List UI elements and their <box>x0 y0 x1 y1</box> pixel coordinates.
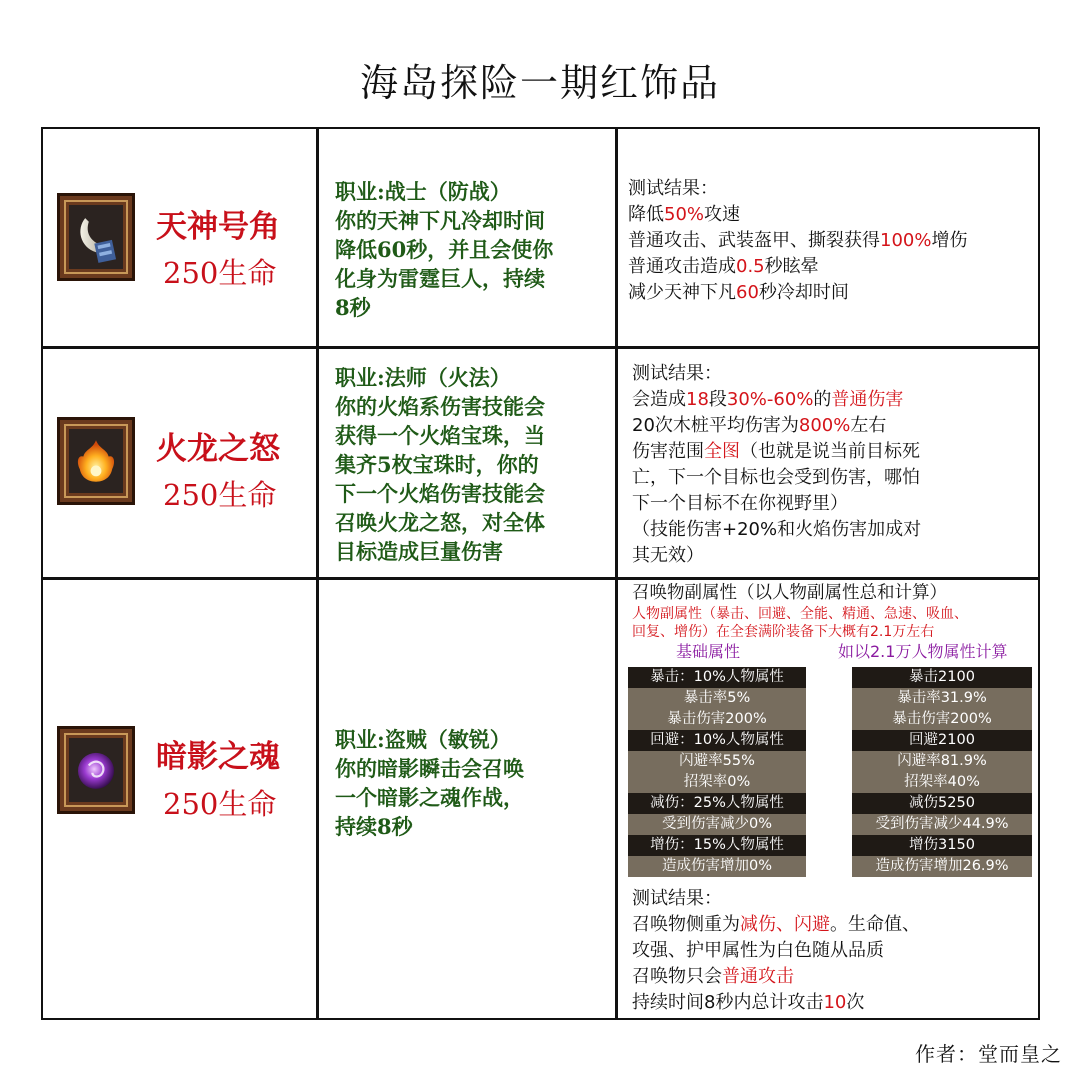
item-desc-cell-2 <box>319 349 615 577</box>
highlight-text: 30%-60% <box>726 389 814 410</box>
summon-title: 召唤物副属性（以人物副属性总和计算） <box>632 583 947 603</box>
result-text: 增伤 <box>931 230 968 251</box>
item-description: 职业:战士（防战） 你的天神下凡冷却时间 降低60秒，并且会使你 化身为雷霆巨人，持续 8秒 <box>335 179 554 320</box>
stat-row: 造成伤害增加0% <box>628 856 806 877</box>
result-text: 秒眩晕 <box>764 256 819 277</box>
highlight-text: 普通攻击 <box>722 966 794 987</box>
stat-row: 回避2100 <box>852 730 1032 751</box>
result-lines <box>632 912 920 1016</box>
result-text: 召唤物只会 <box>632 966 722 987</box>
calc-stats-table <box>852 667 1032 877</box>
result-text: 持续时间8秒内总计攻击 <box>632 992 824 1013</box>
item-cell-2 <box>43 349 316 577</box>
result-title: 测试结果： <box>632 363 722 384</box>
result-line <box>632 543 921 569</box>
result-line <box>632 439 921 465</box>
item-hp: 250生命 <box>163 478 277 512</box>
item-hp: 250生命 <box>163 787 277 821</box>
item-hp: 250生命 <box>163 256 277 290</box>
item-result-cell-2 <box>618 349 1038 577</box>
base-stats-table <box>628 667 806 877</box>
stat-row: 回避：10%人物属性 <box>628 730 806 751</box>
result-line <box>632 465 921 491</box>
highlight-text: 100% <box>880 230 932 251</box>
shadow-orb-icon <box>69 738 123 802</box>
highlight-text: 50% <box>664 204 705 225</box>
result-text: 普通攻击、武装盔甲、撕裂获得 <box>628 230 880 251</box>
stat-row: 暴击2100 <box>852 667 1032 688</box>
result-line <box>628 254 967 280</box>
item-table <box>41 127 1040 1020</box>
result-title: 测试结果： <box>632 888 722 909</box>
result-text: 其无效） <box>632 545 704 566</box>
result-line <box>632 990 920 1016</box>
result-line <box>632 387 921 413</box>
stat-row: 暴击率31.9% <box>852 688 1032 709</box>
summon-note: 人物副属性（暴击、回避、全能、精通、急速、吸血、 <box>632 606 968 622</box>
result-text: 攻强、护甲属性为白色随从品质 <box>632 940 884 961</box>
result-title: 测试结果： <box>628 178 718 199</box>
highlight-text: 0.5 <box>736 256 765 277</box>
calc-stats-header: 如以2.1万人物属性计算 <box>838 642 1008 661</box>
result-text: 减少天神下凡 <box>628 282 736 303</box>
result-text: 召唤物侧重为 <box>632 914 740 935</box>
item-icon-frame <box>57 726 135 814</box>
result-line <box>632 413 921 439</box>
stat-row: 增伤3150 <box>852 835 1032 856</box>
result-text: 20次木桩平均伤害为 <box>632 415 799 436</box>
result-line <box>632 912 920 938</box>
result-lines <box>632 387 921 569</box>
result-text: 降低 <box>628 204 664 225</box>
item-description: 职业:盗贼（敏锐） 你的暗影瞬击会召唤 一个暗影之魂作战， 持续8秒 <box>335 727 524 839</box>
item-result-cell-3 <box>618 580 1038 1018</box>
result-text: 攻速 <box>704 204 741 225</box>
stat-row: 暴击伤害200% <box>628 709 806 730</box>
highlight-text: 减伤、闪避 <box>740 914 830 935</box>
item-desc-cell-1 <box>319 129 615 346</box>
item-name: 火龙之怒 <box>156 431 280 467</box>
item-name: 天神号角 <box>156 209 280 245</box>
result-line <box>628 202 967 228</box>
stat-row: 闪避率55% <box>628 751 806 772</box>
highlight-text: 800% <box>798 415 851 436</box>
item-description: 职业:法师（火法） 你的火焰系伤害技能会 获得一个火焰宝珠，当 集齐5枚宝珠时，你的 下一个火焰伤害技能会 召唤火龙之怒，对全体 目标造成巨量伤害 <box>335 365 545 564</box>
flame-icon <box>69 429 123 493</box>
result-text: 伤害范围 <box>632 441 704 462</box>
item-cell-1 <box>43 129 316 346</box>
result-text: 普通攻击造成 <box>628 256 736 277</box>
base-stats-header: 基础属性 <box>676 642 741 661</box>
stat-row: 造成伤害增加26.9% <box>852 856 1032 877</box>
result-text: 。生命值、 <box>830 914 920 935</box>
result-line <box>632 491 921 517</box>
result-text: （也就是说当前目标死 <box>740 441 920 462</box>
result-text: 下一个目标不在你视野里） <box>632 493 848 514</box>
item-result-cell-1 <box>618 129 1038 346</box>
result-line <box>632 517 921 543</box>
stat-row: 增伤：15%人物属性 <box>628 835 806 856</box>
result-text: 次 <box>846 992 865 1013</box>
result-text: （技能伤害+20%和火焰伤害加成对 <box>632 519 922 540</box>
result-lines <box>628 202 967 306</box>
stat-row: 减伤5250 <box>852 793 1032 814</box>
stat-row: 暴击：10%人物属性 <box>628 667 806 688</box>
highlight-text: 10 <box>823 992 847 1013</box>
result-text: 会造成 <box>632 389 686 410</box>
stat-row: 受到伤害减少0% <box>628 814 806 835</box>
item-cell-3 <box>43 580 316 1018</box>
item-name: 暗影之魂 <box>156 739 280 775</box>
result-line <box>632 964 920 990</box>
stat-row: 招架率0% <box>628 772 806 793</box>
result-text: 的 <box>813 389 832 410</box>
item-desc-cell-3 <box>319 580 615 1018</box>
result-text: 段 <box>708 389 727 410</box>
highlight-text: 全图 <box>704 441 740 462</box>
stat-row: 受到伤害减少44.9% <box>852 814 1032 835</box>
item-icon-frame <box>57 193 135 281</box>
stat-row: 减伤：25%人物属性 <box>628 793 806 814</box>
highlight-text: 18 <box>686 389 709 410</box>
summon-note: 回复、增伤）在全套满阶装备下大概有2.1万左右 <box>632 624 935 640</box>
highlight-text: 60 <box>736 282 759 303</box>
stat-row: 闪避率81.9% <box>852 751 1032 772</box>
stat-row: 暴击伤害200% <box>852 709 1032 730</box>
result-line <box>628 228 967 254</box>
result-text: 秒冷却时间 <box>758 282 849 303</box>
page-title: 海岛探险一期红饰品 <box>359 61 720 105</box>
item-icon-frame <box>57 417 135 505</box>
result-line <box>632 938 920 964</box>
highlight-text: 普通伤害 <box>831 389 904 410</box>
result-text: 左右 <box>850 415 887 436</box>
stat-row: 招架率40% <box>852 772 1032 793</box>
stat-row: 暴击率5% <box>628 688 806 709</box>
author-credit: 作者：堂而皇之 <box>915 1042 1062 1066</box>
result-line <box>628 280 967 306</box>
result-text: 亡，下一个目标也会受到伤害，哪怕 <box>632 467 920 488</box>
horn-icon <box>69 205 123 269</box>
